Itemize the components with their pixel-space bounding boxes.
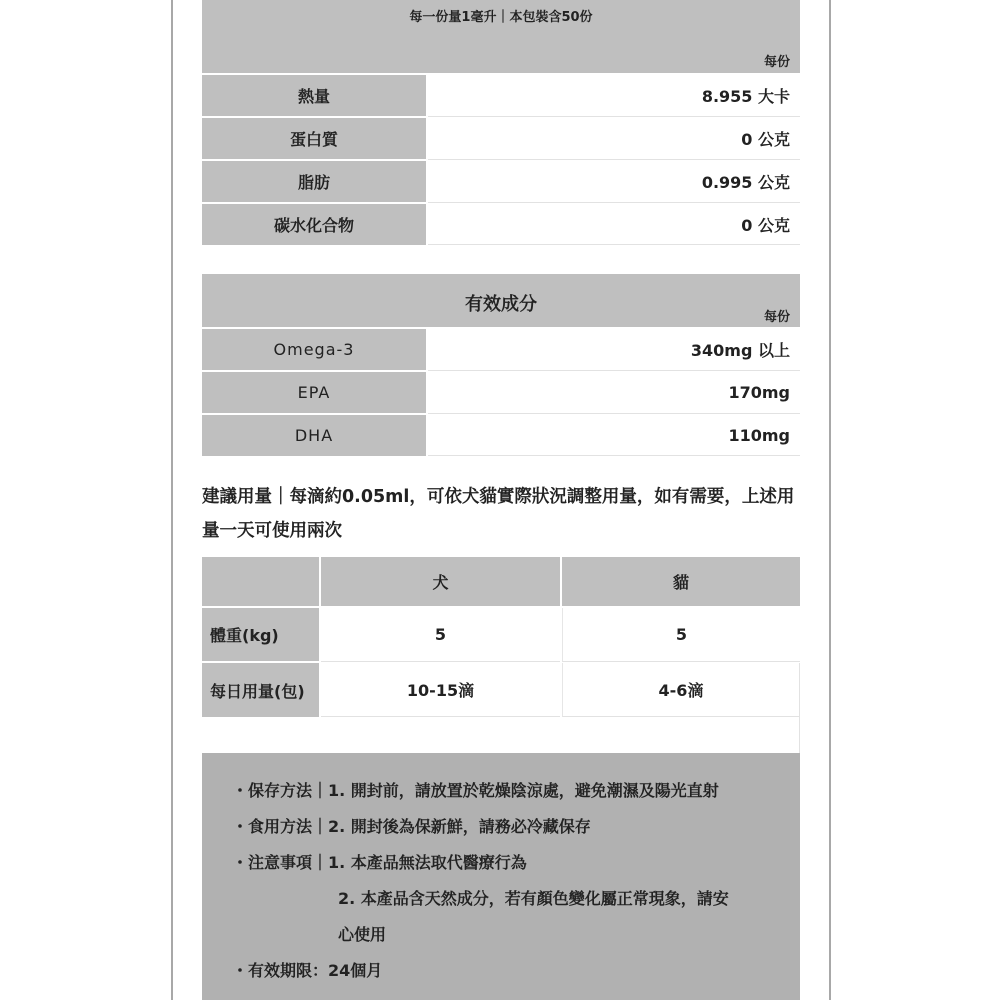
ingredient-label-dha: DHA bbox=[202, 415, 426, 456]
dosage-daily-dog: 10-15滴 bbox=[321, 663, 560, 717]
usage-method-line: ・食用方法｜2. 開封後為保新鮮，請務必冷藏保存 bbox=[232, 817, 591, 836]
dosage-header-dog: 犬 bbox=[321, 557, 560, 606]
ingredient-label-omega3: Omega-3 bbox=[202, 329, 426, 370]
dosage-header-cat: 貓 bbox=[562, 557, 800, 606]
nutrition-value-calories: 8.955 大卡 bbox=[428, 75, 800, 117]
nutrition-label-protein: 蛋白質 bbox=[202, 118, 426, 159]
storage-panel bbox=[202, 753, 800, 1000]
nutrition-header bbox=[202, 0, 800, 73]
caution-line-1: ・注意事項｜1. 本產品無法取代醫療行為 bbox=[232, 853, 527, 872]
ingredient-value-omega3: 340mg 以上 bbox=[428, 329, 800, 371]
nutrition-value-carbs: 0 公克 bbox=[428, 204, 800, 245]
dosage-header-empty bbox=[202, 557, 319, 606]
nutrition-label-carbs: 碳水化合物 bbox=[202, 204, 426, 245]
caution-line-2: 2. 本產品含天然成分，若有顏色變化屬正常現象，請安 bbox=[338, 889, 729, 908]
dosage-daily-cat: 4-6滴 bbox=[562, 663, 800, 717]
per-serving-label: 每份 bbox=[763, 55, 790, 70]
active-ingredients-title: 有效成分 bbox=[465, 294, 537, 315]
ingredient-value-dha: 110mg bbox=[428, 415, 800, 456]
serving-info: 每一份量1毫升｜本包裝含50份 bbox=[409, 10, 593, 25]
storage-method-line: ・保存方法｜1. 開封前，請放置於乾燥陰涼處，避免潮濕及陽光直射 bbox=[232, 781, 719, 800]
nutrition-value-protein: 0 公克 bbox=[428, 118, 800, 160]
active-per-serving-label: 每份 bbox=[763, 310, 790, 325]
caution-line-2-cont: 心使用 bbox=[338, 925, 387, 944]
nutrition-label-fat: 脂肪 bbox=[202, 161, 426, 202]
ingredient-value-epa: 170mg bbox=[428, 372, 800, 414]
expiry-line: ・有效期限：24個月 bbox=[232, 961, 383, 980]
dosage-label-daily: 每日用量(包) bbox=[202, 663, 319, 717]
ingredient-label-epa: EPA bbox=[202, 372, 426, 413]
nutrition-label-calories: 熱量 bbox=[202, 75, 426, 116]
dosage-weight-dog: 5 bbox=[321, 608, 560, 662]
dosage-note: 建議用量｜每滴約0.05ml，可依犬貓實際狀況調整用量，如有需要，上述用量一天可使用兩次 bbox=[202, 487, 795, 541]
dosage-weight-cat: 5 bbox=[562, 608, 800, 662]
active-ingredients-header bbox=[202, 274, 800, 327]
table-edge-divider bbox=[799, 717, 800, 753]
dosage-label-weight: 體重(kg) bbox=[202, 608, 319, 661]
nutrition-value-fat: 0.995 公克 bbox=[428, 161, 800, 203]
